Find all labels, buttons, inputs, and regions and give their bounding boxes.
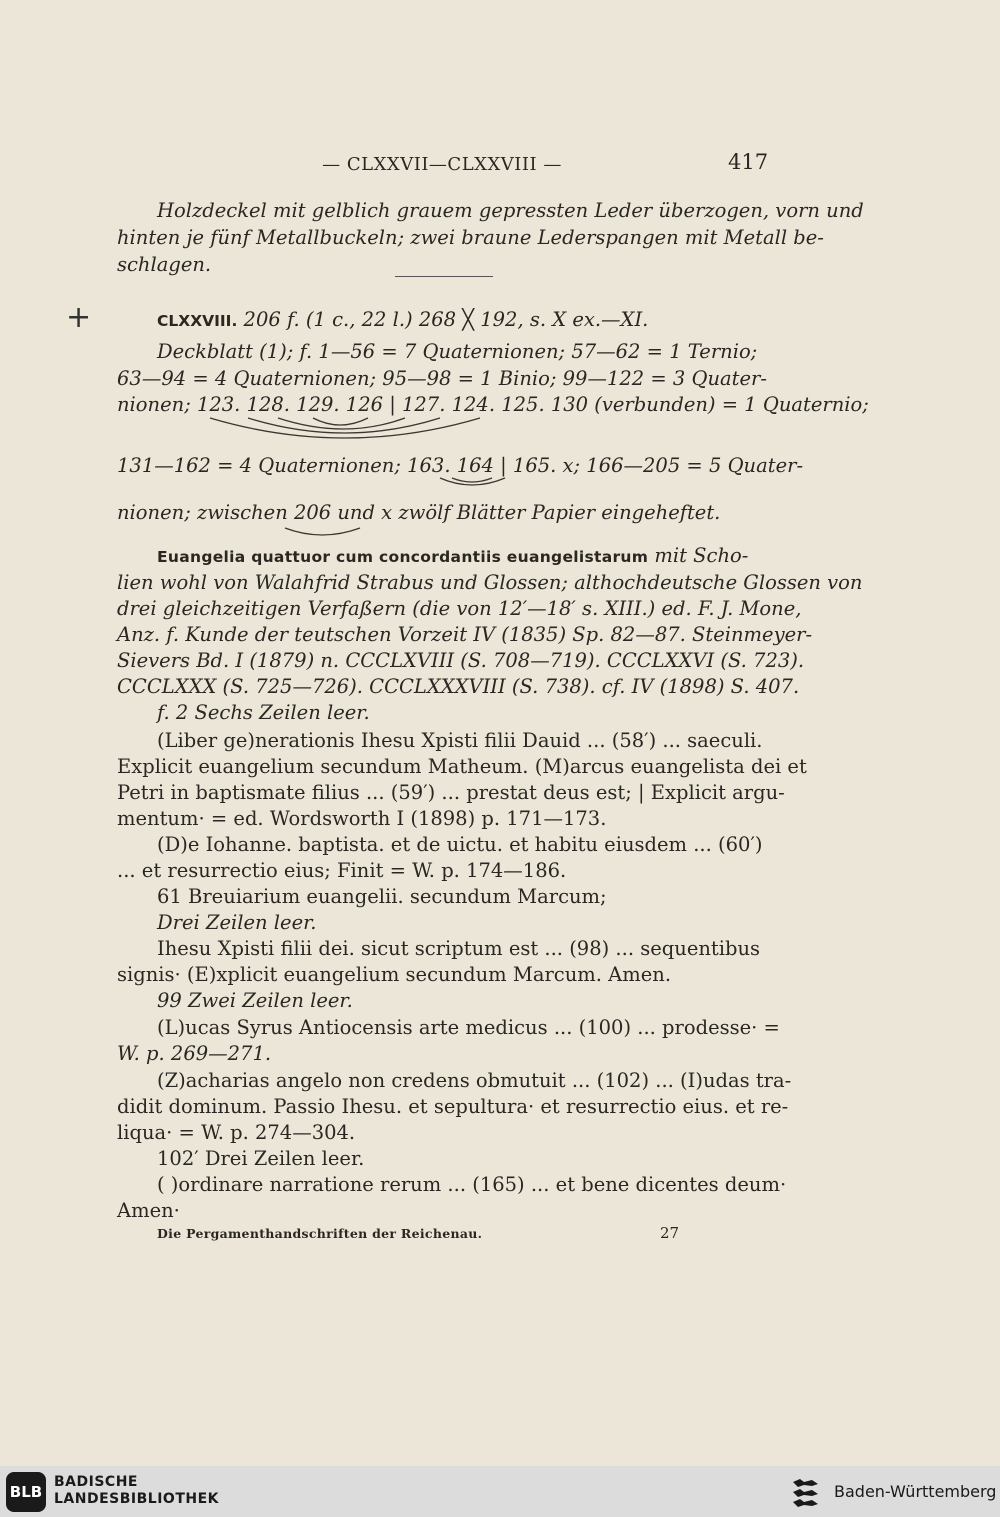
text-line: (Z)acharias angelo non credens obmutuit ... (102) ... (I)udas tra-: [157, 1069, 792, 1092]
collation-line: Deckblatt (1); f. 1—56 = 7 Quaternionen; 57—62 = 1 Ternio;: [157, 340, 758, 363]
text-line: (L)ucas Syrus Antiocensis arte medicus ... (100) ... prodesse· =: [157, 1016, 780, 1039]
contents-line: lien wohl von Walahfrid Strabus und Glossen; althochdeutsche Glossen von: [117, 571, 863, 594]
contents-line: Anz. f. Kunde der teutschen Vorzeit IV (1835) Sp. 82—87. Steinmeyer-: [117, 623, 813, 646]
binding-line: Holzdeckel mit gelblich grauem gepressten Leder überzogen, vorn und: [157, 199, 864, 222]
quire-arc-206: [285, 528, 360, 535]
text-line: ( )ordinare narratione rerum ... (165) ... et bene dicentes deum·: [157, 1173, 787, 1196]
text-line: Amen·: [117, 1199, 180, 1222]
blb-logo-icon[interactable]: BLB: [6, 1472, 46, 1512]
footer-title: Die Pergamenthandschriften der Reichenau.: [157, 1226, 483, 1241]
contents-line: drei gleichzeitigen Verfaßern (die von 12′—18′ s. XIII.) ed. F. J. Mone,: [117, 597, 802, 620]
margin-mark: +: [66, 300, 92, 335]
lions-coat-of-arms-icon: [790, 1476, 824, 1508]
text-line: Petri in baptismate filius ... (59′) ... prestat deus est; | Explicit argu-: [117, 781, 785, 804]
binding-line: hinten je fünf Metallbuckeln; zwei braune Lederspangen mit Metall be-: [117, 226, 824, 249]
entry-number: CLXXVIII.: [157, 312, 238, 330]
bw-name[interactable]: Baden-Württemberg: [834, 1482, 997, 1501]
contents-line: CCCLXXX (S. 725—726). CCCLXXXVIII (S. 738). cf. IV (1898) S. 407.: [117, 675, 800, 698]
text-line: signis· (E)xplicit euangelium secundum Marcum. Amen.: [117, 963, 672, 986]
contents-line: Sievers Bd. I (1879) n. CCCLXVIII (S. 708—719). CCCLXXVI (S. 723).: [117, 649, 805, 672]
text-line: Explicit euangelium secundum Matheum. (M)arcus euangelista dei et: [117, 755, 807, 778]
entry-description: 206 f. (1 c., 22 l.) 268 ╳ 192, s. X ex.—XI.: [243, 308, 649, 331]
collation-line: nionen; zwischen 206 und x zwölf Blätter Papier eingeheftet.: [117, 501, 721, 524]
contents-text: mit Scho-: [648, 544, 749, 567]
quire-arc-outer: [210, 418, 480, 438]
text-line: Drei Zeilen leer.: [157, 911, 317, 934]
collation-line: 131—162 = 4 Quaternionen; 163. 164 | 165. x; 166—205 = 5 Quater-: [117, 454, 804, 477]
collation-line: 63—94 = 4 Quaternionen; 95—98 = 1 Binio; 99—122 = 3 Quater-: [117, 367, 767, 390]
blb-line2: LANDESBIBLIOTHEK: [54, 1491, 220, 1507]
text-line: (Liber ge)nerationis Ihesu Xpisti filii Dauid ... (58′) ... saeculi.: [157, 729, 763, 752]
running-title: — CLXXVII—CLXXVIII —: [322, 154, 562, 175]
binding-line: schlagen.: [117, 253, 212, 276]
blb-name[interactable]: [54, 1474, 219, 1508]
collation-line: nionen; 123. 128. 129. 126 | 127. 124. 125. 130 (verbunden) = 1 Quaternio;: [117, 393, 869, 416]
signature-mark: 27: [660, 1224, 680, 1242]
text-line: liqua· = W. p. 274—304.: [117, 1121, 356, 1144]
quire-arc-innermost: [313, 418, 368, 425]
contents-line: f. 2 Sechs Zeilen leer.: [157, 701, 370, 724]
text-line: 102′ Drei Zeilen leer.: [157, 1147, 365, 1170]
page-number: 417: [728, 150, 769, 174]
contents-first-line: [157, 543, 748, 570]
text-line: mentum· = ed. Wordsworth I (1898) p. 171—173.: [117, 807, 607, 830]
bottom-bar: [0, 1466, 1000, 1517]
text-line: Ihesu Xpisti filii dei. sicut scriptum est ... (98) ... sequentibus: [157, 937, 761, 960]
text-line: W. p. 269—271.: [117, 1042, 272, 1065]
contents-title: Euangelia quattuor cum concordantiis euangelistarum: [157, 548, 649, 566]
text-line: 99 Zwei Zeilen leer.: [157, 989, 353, 1012]
text-line: ... et resurrectio eius; Finit = W. p. 174—186.: [117, 859, 567, 882]
text-line: (D)e Iohanne. baptista. et de uictu. et habitu eiusdem ... (60′): [157, 833, 763, 856]
text-line: didit dominum. Passio Ihesu. et sepultura· et resurrectio eius. et re-: [117, 1095, 789, 1118]
text-line: 61 Breuiarium euangelii. secundum Marcum;: [157, 885, 607, 908]
blb-line1: BADISCHE: [54, 1474, 138, 1490]
quire-arc-inner: [278, 418, 405, 429]
